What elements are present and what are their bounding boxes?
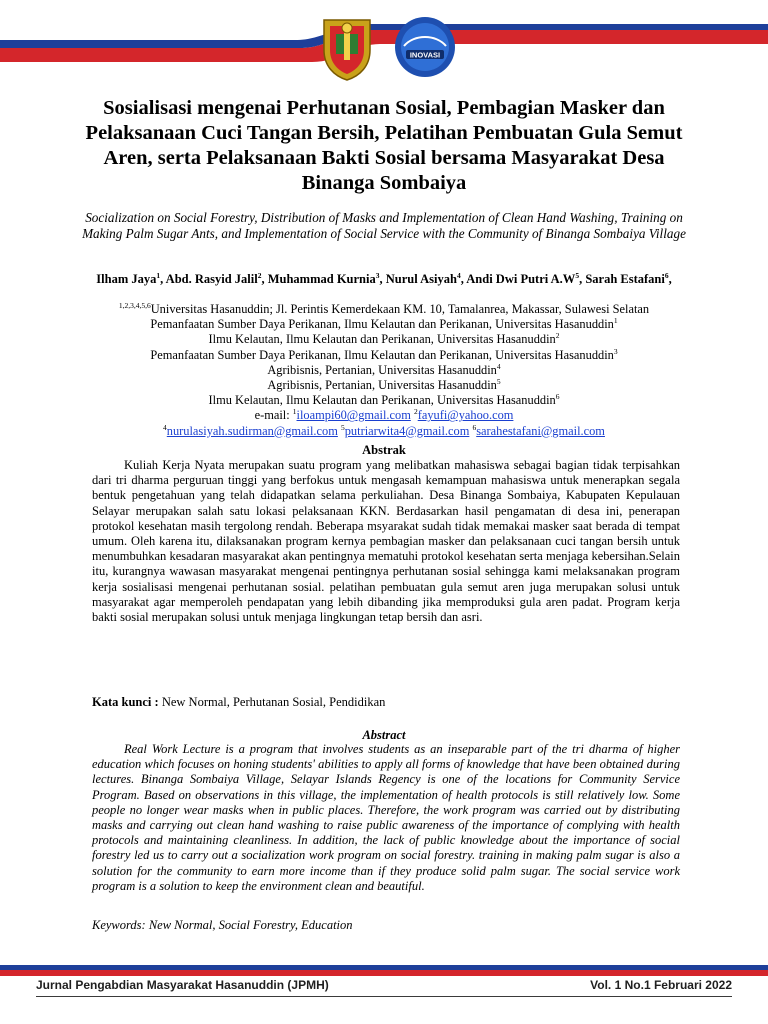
footer-volume: Vol. 1 No.1 Februari 2022 bbox=[590, 978, 732, 992]
author-sup: 6 bbox=[664, 270, 669, 280]
affiliation-text: Ilmu Kelautan, Ilmu Kelautan dan Perikanan, Universitas Hasanuddin bbox=[208, 332, 556, 347]
abstract-heading: Abstract bbox=[362, 728, 406, 742]
affiliation-sup: 2 bbox=[555, 331, 560, 341]
affiliation-text: Pemanfaatan Sumber Daya Perikanan, Ilmu Kelautan dan Perikanan, Universitas Hasanuddin bbox=[150, 317, 614, 332]
inovasi-logo-icon bbox=[394, 16, 456, 78]
author-sup: 2 bbox=[257, 270, 262, 280]
header-logos bbox=[316, 14, 466, 84]
keywords: Keywords: New Normal, Social Forestry, Education bbox=[92, 918, 353, 932]
affiliation-text: Universitas Hasanuddin; Jl. Perintis Kemerdekaan KM. 10, Tamalanrea, Makassar, Sulawesi Selatan bbox=[150, 302, 650, 316]
affiliation-line bbox=[96, 378, 672, 393]
author-sup: 4 bbox=[456, 270, 461, 280]
email-link[interactable]: nurulasiyah.sudirman@gmail.com bbox=[166, 423, 338, 438]
abstract-paragraph: Real Work Lecture is a program that involves students as an inseparable part of the tri dharma of higher education which focuses on honing students' abilities to apply all forms of knowledge that have been obtained during lectures. Binanga Sombaiya Village, Selayar Islands Regency is one of the locations for Community Service Program. Based on observations in this village, the implementation of health protocols is still relatively low. Some people no longer wear masks when in public places. Therefore, the work program was carried out by distributing masks and carrying out clean hand washing to raise public awareness of the importance of complying with health protocols and maintaining cleanliness. In addition, the lack of public knowledge about the importance of social forestry led us to carry out a socialization work program on social forestry. training in making palm sugar is also a solution for the community to earn more income than if they produce solid palm sugar. The social service work program is a solution to keep the environment clean and beautiful. bbox=[92, 742, 680, 893]
kata-kunci-values: New Normal, Perhutanan Sosial, Pendidikan bbox=[161, 695, 386, 709]
affiliation-sup: 4 bbox=[496, 361, 501, 371]
footer-journal-name: Jurnal Pengabdian Masyarakat Hasanuddin (JPMH) bbox=[36, 978, 329, 992]
affiliation-line bbox=[96, 332, 672, 347]
author-sep: , bbox=[160, 272, 166, 286]
affiliation-sup: 5 bbox=[496, 376, 501, 386]
author-list bbox=[96, 272, 672, 288]
paper-subtitle-english: Socialization on Social Forestry, Distribution of Masks and Implementation of Clean Hand Washing, Training on Making Palm Sugar Ants, and Implementation of Social Service with the Community of Binanga Sombaiya Village bbox=[82, 210, 686, 241]
author-sep: , bbox=[379, 272, 386, 286]
author-name: Muhammad Kurnia bbox=[267, 272, 376, 286]
abstract-body bbox=[92, 742, 680, 894]
affiliation-sup: 3 bbox=[613, 346, 618, 356]
email-link[interactable]: putriarwita4@gmail.com bbox=[344, 423, 470, 438]
abstrak-paragraph: Kuliah Kerja Nyata merupakan suatu program yang melibatkan mahasiswa sebagai bagian tidak terpisahkan dari tri dharma perguruan tinggi yang berfokus untuk mengasah kemampuan mahasiswa untuk menerapkan segala bentuk pengetahuan yang telah didapatkan selama perkuliahan. Desa Binanga Sombaiya, Kabupaten Kepulauan Selayar merupakan salah satu lokasi pelaksanaan KKN. Berdasarkan hasil pengamatan di desa ini, penerapan protokol kesehatan masih tergolong rendah. Beberapa msyarakat sudah tidak memakai masker saat berada di tempat umum. Oleh karena itu, dilaksanakan program kernya pembagian masker dan pelaksanaan cuci tangan bersih untuk menumbuhkan kesadaran masyarakat akan pentingnya mematuhi protokol kesehatan serta menjaga kebersihan.Selain itu, kurangnya wawasan masyarakat mengenai pentingnya perhutanan sosial sehingga kami melaksanakan program kerja sosialisasi mengenai perhutanan sosial. pelatihan pembuatan gula semut aren juga merupakan solusi untuk masyarakat agar memperoleh pendapatan yang lebih dibanding jika memproduksi gula aren padat. Program kerja bakti sosial merupakan solusi untuk menjaga lingkungan tetap bersih dan asri. bbox=[92, 458, 680, 625]
affiliation-text: Pemanfaatan Sumber Daya Perikanan, Ilmu Kelautan dan Perikanan, Universitas Hasanuddin bbox=[150, 347, 614, 362]
author-name: Andi Dwi Putri A.W bbox=[466, 272, 576, 286]
email-label: e-mail: bbox=[254, 408, 293, 423]
author-sep: , bbox=[579, 272, 586, 286]
author-sep: , bbox=[668, 272, 672, 286]
email-link[interactable]: iloampi60@gmail.com bbox=[296, 408, 411, 423]
email-sup: 2 bbox=[413, 407, 418, 417]
kata-kunci-label: Kata kunci : bbox=[92, 695, 162, 709]
affiliation-line bbox=[96, 393, 672, 408]
footer-red-stripe bbox=[0, 970, 768, 976]
affiliation-main bbox=[96, 302, 672, 317]
email-sup: 5 bbox=[340, 422, 345, 432]
paper-title: Sosialisasi mengenai Perhutanan Sosial, Pembagian Masker dan Pelaksanaan Cuci Tangan Bersih, Pelatihan Pembuatan Gula Semut Aren, serta Pelaksanaan Bakti Sosial bersama Masyarakat Desa Binanga Sombaiya bbox=[85, 97, 683, 194]
affiliation-sup: 1 bbox=[613, 316, 618, 326]
author-sup: 1 bbox=[156, 270, 161, 280]
affiliation-text: Ilmu Kelautan, Ilmu Kelautan dan Perikanan, Universitas Hasanuddin bbox=[208, 393, 556, 408]
email-line-1 bbox=[96, 408, 672, 423]
unhas-logo-icon bbox=[316, 14, 378, 82]
author-sep: , bbox=[261, 272, 268, 286]
email-link[interactable]: sarahestafani@gmail.com bbox=[476, 423, 605, 438]
affiliation-line bbox=[96, 363, 672, 378]
abstrak-heading: Abstrak bbox=[362, 443, 406, 457]
footer-blue-stripe bbox=[0, 965, 768, 970]
affiliation-sup: 1,2,3,4,5,6 bbox=[118, 300, 151, 310]
author-name: Ilham Jaya bbox=[96, 272, 157, 286]
footer-rule bbox=[36, 996, 732, 997]
inovasi-logo-text: INOVASI bbox=[409, 50, 441, 60]
author-sup: 5 bbox=[575, 270, 580, 280]
email-sup: 6 bbox=[472, 422, 477, 432]
kata-kunci bbox=[92, 695, 680, 710]
author-name: Nurul Asiyah bbox=[385, 272, 457, 286]
author-sep: , bbox=[460, 272, 467, 286]
abstrak-body bbox=[92, 458, 680, 625]
affiliation-line bbox=[96, 348, 672, 363]
author-sup: 3 bbox=[375, 270, 380, 280]
author-name: Abd. Rasyid Jalil bbox=[165, 272, 258, 286]
email-sup: 4 bbox=[163, 422, 167, 432]
affiliation-line bbox=[96, 317, 672, 332]
affiliations-block bbox=[96, 302, 672, 439]
affiliation-sup: 6 bbox=[555, 392, 560, 402]
affiliation-text: Agribisnis, Pertanian, Universitas Hasanuddin bbox=[267, 378, 497, 393]
affiliation-text: Agribisnis, Pertanian, Universitas Hasanuddin bbox=[267, 362, 497, 377]
email-sup: 1 bbox=[292, 407, 297, 417]
email-link[interactable]: fayufi@yahoo.com bbox=[417, 408, 514, 423]
author-name: Sarah Estafani bbox=[585, 272, 665, 286]
email-line-2 bbox=[96, 424, 672, 439]
